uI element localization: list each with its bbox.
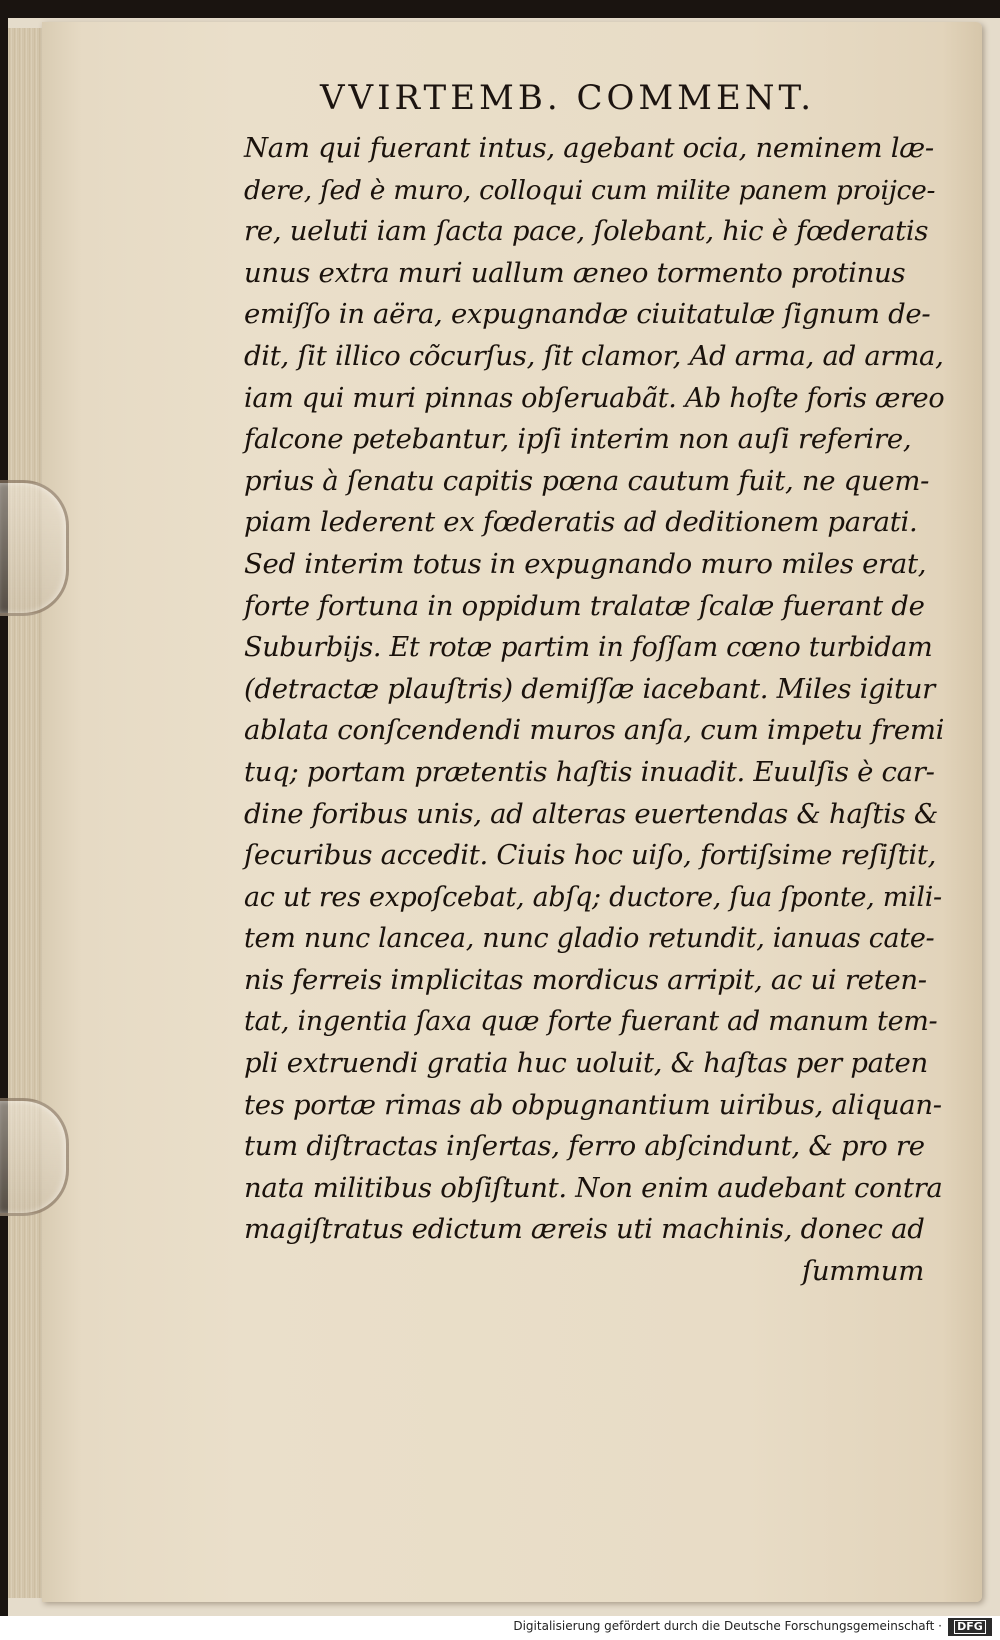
text-line: ablata conſcendendi muros anſa, cum impetu fremi [244,714,945,747]
text-line: Nam qui fuerant intus, agebant ocia, neminem læ- [244,132,934,164]
text-line: magiſtratus edictum æreis uti machinis, donec ad [244,1213,925,1246]
funding-credit: Digitalisierung gefördert durch die Deutsche Forschungsgemeinschaft · [513,1619,942,1633]
text-line: prius à ſenatu capitis pœna cautum fuit, ne quem- [244,464,930,497]
text-line: unus extra muri uallum æneo tormento protinus [244,256,906,289]
text-line: tes portæ rimas ab obpugnantium uiribus, aliquan- [244,1088,942,1121]
text-line: nata militibus obſiſtunt. Non enim audebant contra [244,1171,943,1204]
text-line: pli extruendi gratia huc uoluit, & haſtas per paten [244,1047,928,1080]
page-fore-edge [8,28,43,1598]
text-line: emiſſo in aëra, expugnandæ ciuitatulæ ſignum de- [244,298,931,331]
text-line: tuq; portam prætentis haſtis inuadit. Euulſis è car- [244,755,935,788]
scanner-edge-top [0,0,1000,18]
text-line: Suburbijs. Et rotæ partim in foſſam cœno turbidam [244,632,933,664]
text-line: (detractæ plauſtris) demiſſæ iacebant. Miles igitur [244,672,935,705]
book-clamp-top [0,480,69,616]
digitization-footer [0,1616,1000,1640]
text-line: tat, ingentia ſaxa quæ forte fuerant ad manum tem- [244,1006,938,1038]
text-line: tum diſtractas inſertas, ferro abſcindunt, & pro re [244,1130,925,1163]
scanner-edge-left [0,0,8,1640]
text-line: iam qui muri pinnas obſeruabãt. Ab hoſte foris æreo [244,382,945,414]
text-line: forte fortuna in oppidum tralatæ ſcalæ fuerant de [244,589,925,622]
text-line: re, ueluti iam ſacta pace, ſolebant, hic è fœderatis [244,215,929,248]
running-head: VVIRTEMB. COMMENT. [320,78,816,118]
text-line: falcone petebantur, ipſi interim non auſi referire, [244,423,912,456]
text-line: dere, ſed è muro, colloqui cum milite panem proijce- [244,174,936,206]
book-clamp-bottom [0,1098,69,1216]
dfg-logo-label: DFG [954,1620,986,1634]
text-line: ſecuribus accedit. Ciuis hoc uiſo, fortiſsime reſiſtit, [244,839,937,872]
text-line: piam lederent ex fœderatis ad deditionem parati. [244,506,918,539]
dfg-logo-icon[interactable] [948,1618,992,1636]
text-line: tem nunc lancea, nunc gladio retundit, ianuas cate- [244,923,935,955]
text-line: dit, ſit illico cõcurſus, ſit clamor, Ad arma, ad arma, [244,339,944,372]
text-line: dine foribus unis, ad alteras euertendas & haſtis & [244,797,939,830]
text-line: Sed interim totus in expugnando muro miles erat, [244,547,927,580]
text-line: nis ferreis implicitas mordicus arripit, ac ui reten- [244,963,927,996]
text-line: ac ut res expoſcebat, abſq; ductore, ſua ſponte, mili- [244,881,942,913]
catchword: ſummum [801,1255,924,1288]
body-text [244,128,944,1293]
